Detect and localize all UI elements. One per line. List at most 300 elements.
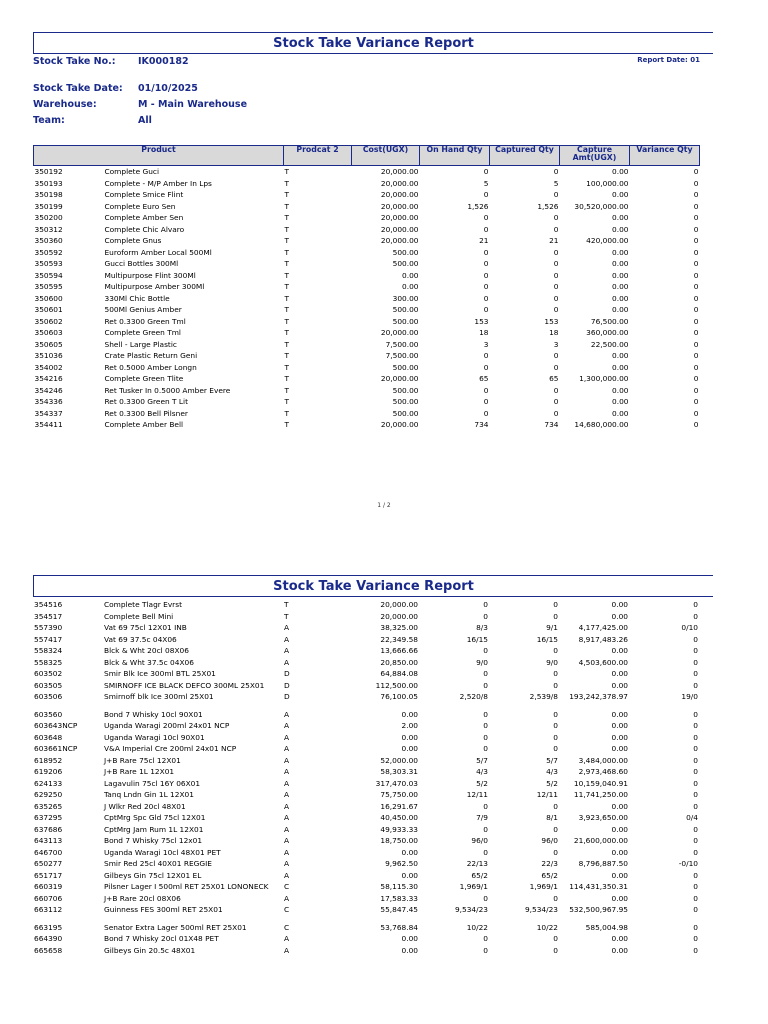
captured-qty: 0 bbox=[553, 213, 559, 223]
captured-qty: 2,539/8 bbox=[529, 692, 558, 702]
cost: 0.00 bbox=[401, 732, 418, 742]
on-hand-qty: 0 bbox=[483, 721, 488, 731]
captured-qty: 0 bbox=[553, 646, 558, 656]
on-hand-qty: 734 bbox=[474, 420, 489, 430]
product-code: 350600 bbox=[34, 293, 63, 303]
prodcat: T bbox=[284, 374, 290, 384]
capture-amt: 0.00 bbox=[612, 362, 629, 372]
captured-qty: 0 bbox=[553, 611, 558, 621]
variance-qty: 0 bbox=[693, 945, 698, 955]
captured-qty: 153 bbox=[544, 316, 559, 326]
prodcat: A bbox=[284, 623, 290, 633]
on-hand-qty: 18 bbox=[479, 328, 489, 338]
prodcat: A bbox=[284, 934, 290, 944]
prodcat: T bbox=[284, 339, 290, 349]
variance-qty: 0 bbox=[693, 259, 699, 269]
variance-qty: 0 bbox=[693, 339, 699, 349]
cost: 20,000.00 bbox=[380, 201, 419, 211]
variance-qty: 0 bbox=[693, 201, 699, 211]
prodcat: A bbox=[284, 847, 290, 857]
capture-amt: 0.00 bbox=[612, 167, 629, 177]
cost: 20,000.00 bbox=[380, 236, 419, 246]
prodcat: T bbox=[284, 213, 290, 223]
on-hand-qty: 9/0 bbox=[476, 657, 488, 667]
captured-qty: 3 bbox=[553, 339, 559, 349]
product-name: Uganda Waragi 10cl 90X01 bbox=[104, 732, 205, 742]
product-code: 646700 bbox=[34, 847, 63, 857]
capture-amt: 0.00 bbox=[611, 732, 628, 742]
capture-amt: 30,520,000.00 bbox=[574, 201, 629, 211]
cost: 64,884.08 bbox=[380, 669, 418, 679]
on-hand-qty: 5 bbox=[483, 178, 489, 188]
cost: 0.00 bbox=[402, 282, 419, 292]
variance-qty: 0 bbox=[693, 611, 698, 621]
captured-qty: 0 bbox=[553, 305, 559, 315]
on-hand-qty: 16/15 bbox=[466, 634, 488, 644]
cost: 17,583.33 bbox=[380, 893, 418, 903]
product-code: 603505 bbox=[34, 680, 63, 690]
capture-amt: 0.00 bbox=[611, 709, 628, 719]
cost: 38,325.00 bbox=[380, 623, 418, 633]
capture-amt: 0.00 bbox=[611, 744, 628, 754]
product-name: Complete Bell Mini bbox=[104, 611, 174, 621]
cost: 500.00 bbox=[392, 247, 419, 257]
table-row bbox=[34, 224, 700, 236]
table-row bbox=[34, 258, 700, 270]
cost: 20,000.00 bbox=[380, 420, 419, 430]
capture-amt: 0.00 bbox=[611, 870, 628, 880]
capture-amt: 0.00 bbox=[611, 847, 628, 857]
capture-amt: 100,000.00 bbox=[586, 178, 629, 188]
table-row bbox=[34, 178, 700, 190]
product-name: Complete Gnus bbox=[104, 236, 162, 246]
table-row bbox=[34, 419, 700, 431]
on-hand-qty: 0 bbox=[483, 945, 488, 955]
cost: 0.00 bbox=[402, 270, 419, 280]
table-row bbox=[33, 622, 699, 634]
prodcat: D bbox=[284, 669, 290, 679]
product-code: 629250 bbox=[34, 790, 63, 800]
prodcat: D bbox=[284, 692, 290, 702]
on-hand-qty: 0 bbox=[483, 744, 488, 754]
prodcat: A bbox=[284, 893, 290, 903]
capture-amt: 0.00 bbox=[611, 824, 628, 834]
product-code: 603648 bbox=[34, 732, 63, 742]
product-name: Ret Tusker In 0.5000 Amber Evere bbox=[104, 385, 231, 395]
table-row bbox=[33, 645, 699, 657]
cost: 16,291.67 bbox=[380, 801, 418, 811]
capture-amt: 0.00 bbox=[611, 680, 628, 690]
table-row bbox=[34, 281, 700, 293]
variance-qty: 0 bbox=[693, 374, 699, 384]
product-code: 651717 bbox=[34, 870, 63, 880]
product-name: Pilsner Lager I 500ml RET 25X01 LONONECK bbox=[104, 882, 269, 892]
captured-qty: 9/1 bbox=[546, 623, 558, 633]
captured-qty: 0 bbox=[553, 351, 559, 361]
cost: 13,666.66 bbox=[380, 646, 418, 656]
cost: 0.00 bbox=[401, 945, 418, 955]
product-code: 618952 bbox=[34, 755, 63, 765]
product-name: J+B Rare 1L 12X01 bbox=[104, 767, 175, 777]
captured-qty: 0 bbox=[553, 709, 558, 719]
capture-amt: 0.00 bbox=[612, 224, 629, 234]
prodcat: A bbox=[284, 709, 290, 719]
table-row bbox=[34, 385, 700, 397]
product-code: 350592 bbox=[34, 247, 63, 257]
variance-qty: 0 bbox=[693, 247, 699, 257]
variance-qty: 0/10 bbox=[681, 623, 698, 633]
on-hand-qty: 0 bbox=[483, 600, 488, 610]
prodcat: A bbox=[284, 945, 290, 955]
prodcat: T bbox=[284, 600, 289, 610]
capture-amt: 8,796,887.50 bbox=[578, 859, 628, 869]
product-name: Ret 0.3300 Green T Lit bbox=[104, 397, 188, 407]
product-name: Ret 0.5000 Amber Longn bbox=[104, 362, 197, 372]
captured-qty: 0 bbox=[553, 732, 558, 742]
prodcat: T bbox=[284, 351, 290, 361]
cost: 0.00 bbox=[401, 934, 418, 944]
variance-qty: 0 bbox=[693, 236, 699, 246]
captured-qty: 0 bbox=[553, 247, 559, 257]
captured-qty: 21 bbox=[549, 236, 559, 246]
variance-qty: 0 bbox=[693, 847, 698, 857]
variance-qty: 0 bbox=[693, 305, 699, 315]
on-hand-qty: 0 bbox=[483, 824, 488, 834]
capture-amt: 4,503,600.00 bbox=[578, 657, 628, 667]
product-code: 603502 bbox=[34, 669, 63, 679]
variance-qty: 0 bbox=[693, 905, 698, 915]
variance-table-page-1 bbox=[33, 145, 700, 431]
captured-qty: 8/1 bbox=[546, 813, 558, 823]
table-row bbox=[34, 201, 700, 213]
product-code: 637686 bbox=[34, 824, 63, 834]
cost: 40,450.00 bbox=[380, 813, 418, 823]
variance-qty: 0 bbox=[693, 362, 699, 372]
capture-amt: 0.00 bbox=[611, 801, 628, 811]
product-name: Multipurpose Amber 300Ml bbox=[104, 282, 205, 292]
on-hand-qty: 0 bbox=[483, 397, 489, 407]
capture-amt: 0.00 bbox=[611, 646, 628, 656]
captured-qty: 0 bbox=[553, 721, 558, 731]
variance-qty: 0 bbox=[693, 316, 699, 326]
product-name: Complete Guci bbox=[104, 167, 159, 177]
product-name: Smir Blk Ice 300ml BTL 25X01 bbox=[104, 669, 216, 679]
product-name: Vat 69 75cl 12X01 INB bbox=[104, 623, 187, 633]
product-name: CptMrg Spc Gld 75cl 12X01 bbox=[104, 813, 206, 823]
prodcat: T bbox=[284, 293, 290, 303]
product-name: J+B Rare 75cl 12X01 bbox=[104, 755, 181, 765]
variance-qty: 0 bbox=[693, 657, 698, 667]
on-hand-qty: 0 bbox=[483, 247, 489, 257]
cost: 0.00 bbox=[401, 870, 418, 880]
on-hand-qty: 3 bbox=[483, 339, 489, 349]
on-hand-qty: 0 bbox=[483, 611, 488, 621]
product-name: Complete Tlagr Evrst bbox=[104, 600, 182, 610]
product-name: Ret 0.3300 Bell Pilsner bbox=[104, 408, 188, 418]
table-row bbox=[33, 766, 699, 778]
captured-qty: 5 bbox=[553, 178, 559, 188]
cost: 20,000.00 bbox=[380, 213, 419, 223]
capture-amt: 0.00 bbox=[612, 213, 629, 223]
col-on-hand: On Hand Qty bbox=[420, 146, 490, 166]
team-label: Team: bbox=[33, 115, 65, 126]
cost: 75,750.00 bbox=[380, 790, 418, 800]
captured-qty: 65/2 bbox=[541, 870, 558, 880]
prodcat: T bbox=[284, 397, 290, 407]
variance-qty: 0 bbox=[693, 408, 699, 418]
captured-qty: 0 bbox=[553, 190, 559, 200]
table-row bbox=[33, 691, 699, 703]
captured-qty: 0 bbox=[553, 893, 558, 903]
prodcat: A bbox=[284, 870, 290, 880]
product-name: Smir Red 25cl 40X01 REGGIE bbox=[104, 859, 212, 869]
cost: 500.00 bbox=[392, 259, 419, 269]
captured-qty: 0 bbox=[553, 270, 559, 280]
on-hand-qty: 0 bbox=[483, 362, 489, 372]
product-code: 354337 bbox=[34, 408, 63, 418]
product-name: Complete Chic Alvaro bbox=[104, 224, 185, 234]
prodcat: A bbox=[284, 859, 290, 869]
capture-amt: 3,484,000.00 bbox=[578, 755, 628, 765]
product-code: 624133 bbox=[34, 778, 63, 788]
product-name: Shell - Large Plastic bbox=[104, 339, 177, 349]
product-code: 354516 bbox=[34, 600, 63, 610]
captured-qty: 16/15 bbox=[536, 634, 558, 644]
variance-qty: 0 bbox=[693, 882, 698, 892]
product-code: 354411 bbox=[34, 420, 63, 430]
product-code: 603560 bbox=[34, 709, 63, 719]
capture-amt: 0.00 bbox=[611, 945, 628, 955]
captured-qty: 9/0 bbox=[546, 657, 558, 667]
product-name: Bond 7 Whisky 10cl 90X01 bbox=[104, 709, 203, 719]
capture-amt: 76,500.00 bbox=[590, 316, 629, 326]
on-hand-qty: 0 bbox=[483, 305, 489, 315]
prodcat: A bbox=[284, 634, 290, 644]
product-code: 603643NCP bbox=[34, 721, 78, 731]
product-name: Complete Green Tlite bbox=[104, 374, 184, 384]
product-code: 354336 bbox=[34, 397, 63, 407]
on-hand-qty: 0 bbox=[483, 270, 489, 280]
table-row bbox=[33, 755, 699, 767]
on-hand-qty: 0 bbox=[483, 293, 489, 303]
captured-qty: 0 bbox=[553, 259, 559, 269]
prodcat: T bbox=[284, 259, 290, 269]
captured-qty: 1,969/1 bbox=[529, 882, 558, 892]
on-hand-qty: 4/3 bbox=[476, 767, 488, 777]
capture-amt: 0.00 bbox=[612, 270, 629, 280]
on-hand-qty: 1,969/1 bbox=[459, 882, 488, 892]
table-row bbox=[33, 870, 699, 882]
table-row bbox=[34, 339, 700, 351]
on-hand-qty: 1,526 bbox=[467, 201, 489, 211]
table-row bbox=[34, 189, 700, 201]
captured-qty: 0 bbox=[553, 362, 559, 372]
team-value: All bbox=[138, 115, 152, 126]
product-name: Complete Euro Sen bbox=[104, 201, 176, 211]
table-row bbox=[34, 350, 700, 362]
product-code: 635265 bbox=[34, 801, 63, 811]
table-row bbox=[33, 720, 699, 732]
on-hand-qty: 0 bbox=[483, 167, 489, 177]
cost: 300.00 bbox=[392, 293, 419, 303]
table-row bbox=[34, 304, 700, 316]
table-row bbox=[33, 933, 699, 945]
prodcat: A bbox=[284, 801, 290, 811]
variance-qty: 0 bbox=[693, 680, 698, 690]
captured-qty: 0 bbox=[553, 224, 559, 234]
on-hand-qty: 0 bbox=[483, 213, 489, 223]
table-row bbox=[33, 847, 699, 859]
col-variance: Variance Qty bbox=[630, 146, 700, 166]
col-cost: Cost(UGX) bbox=[352, 146, 420, 166]
product-code: 350198 bbox=[34, 190, 63, 200]
product-name: J+B Rare 20cl 08X06 bbox=[104, 893, 181, 903]
product-name: Tanq Lndn Gin 1L 12X01 bbox=[104, 790, 194, 800]
product-code: 660706 bbox=[34, 893, 63, 903]
capture-amt: 0.00 bbox=[611, 611, 628, 621]
product-name: 500Ml Genius Amber bbox=[104, 305, 182, 315]
product-code: 663195 bbox=[34, 922, 63, 932]
product-code: 557417 bbox=[34, 634, 63, 644]
capture-amt: 0.00 bbox=[612, 408, 629, 418]
product-name: Crate Plastic Return Geni bbox=[104, 351, 198, 361]
product-code: 665658 bbox=[34, 945, 63, 955]
captured-qty: 0 bbox=[553, 669, 558, 679]
product-name: Multipurpose Flint 300Ml bbox=[104, 270, 196, 280]
cost: 500.00 bbox=[392, 316, 419, 326]
prodcat: A bbox=[284, 778, 290, 788]
product-name: Blck & Wht 37.5c 04X06 bbox=[104, 657, 194, 667]
capture-amt: 0.00 bbox=[612, 305, 629, 315]
product-name: Lagavulin 75cl 16Y 06X01 bbox=[104, 778, 201, 788]
col-prodcat: Prodcat 2 bbox=[284, 146, 352, 166]
product-code: 557390 bbox=[34, 623, 63, 633]
report-date: Report Date: 01 bbox=[637, 56, 700, 64]
product-name: Blck & Wht 20cl 08X06 bbox=[104, 646, 189, 656]
on-hand-qty: 7/9 bbox=[476, 813, 488, 823]
product-code: 350192 bbox=[34, 167, 63, 177]
cost: 20,000.00 bbox=[380, 328, 419, 338]
table-row bbox=[33, 703, 699, 721]
on-hand-qty: 65 bbox=[479, 374, 489, 384]
capture-amt: 0.00 bbox=[612, 293, 629, 303]
table-row bbox=[34, 166, 700, 178]
cost: 20,000.00 bbox=[380, 167, 419, 177]
product-name: Smirnoff blk Ice 300ml 25X01 bbox=[104, 692, 214, 702]
variance-qty: 0 bbox=[693, 190, 699, 200]
captured-qty: 0 bbox=[553, 600, 558, 610]
captured-qty: 0 bbox=[553, 824, 558, 834]
on-hand-qty: 0 bbox=[483, 669, 488, 679]
cost: 500.00 bbox=[392, 408, 419, 418]
cost: 20,000.00 bbox=[380, 600, 418, 610]
variance-qty: 0 bbox=[693, 922, 698, 932]
table-row bbox=[34, 247, 700, 259]
captured-qty: 0 bbox=[553, 801, 558, 811]
captured-qty: 22/3 bbox=[541, 859, 558, 869]
cost: 0.00 bbox=[401, 709, 418, 719]
product-code: 558324 bbox=[34, 646, 63, 656]
variance-qty: 0 bbox=[693, 385, 699, 395]
variance-qty: 0 bbox=[693, 732, 698, 742]
product-code: 354216 bbox=[34, 374, 63, 384]
prodcat: T bbox=[284, 316, 290, 326]
variance-qty: 0 bbox=[693, 744, 698, 754]
capture-amt: 114,431,350.31 bbox=[569, 882, 628, 892]
cost: 18,750.00 bbox=[380, 836, 418, 846]
cost: 22,349.58 bbox=[380, 634, 418, 644]
product-code: 350193 bbox=[34, 178, 63, 188]
captured-qty: 18 bbox=[549, 328, 559, 338]
col-capture-amt: Capture Amt(UGX) bbox=[560, 146, 630, 166]
product-code: 650277 bbox=[34, 859, 63, 869]
captured-qty: 0 bbox=[553, 293, 559, 303]
captured-qty: 1,526 bbox=[537, 201, 559, 211]
prodcat: T bbox=[284, 611, 289, 621]
table-header-row bbox=[34, 146, 700, 166]
prodcat: T bbox=[284, 236, 290, 246]
prodcat: T bbox=[284, 362, 290, 372]
captured-qty: 0 bbox=[553, 167, 559, 177]
report-page-2 bbox=[0, 560, 768, 1024]
capture-amt: 14,680,000.00 bbox=[574, 420, 629, 430]
table-row bbox=[33, 835, 699, 847]
product-name: 330Ml Chic Bottle bbox=[104, 293, 170, 303]
cost: 58,303.31 bbox=[380, 767, 418, 777]
prodcat: T bbox=[284, 282, 290, 292]
capture-amt: 0.00 bbox=[611, 669, 628, 679]
prodcat: A bbox=[284, 732, 290, 742]
table-row bbox=[33, 858, 699, 870]
captured-qty: 5/2 bbox=[546, 778, 558, 788]
captured-qty: 65 bbox=[549, 374, 559, 384]
prodcat: T bbox=[284, 328, 290, 338]
product-code: 354002 bbox=[34, 362, 63, 372]
product-name: Gilbeys Gin 20.5c 48X01 bbox=[104, 945, 196, 955]
product-name: Bond 7 Whisky 20cl 01X48 PET bbox=[104, 934, 219, 944]
on-hand-qty: 65/2 bbox=[471, 870, 488, 880]
product-code: 350312 bbox=[34, 224, 63, 234]
product-code: 350360 bbox=[34, 236, 63, 246]
captured-qty: 0 bbox=[553, 385, 559, 395]
prodcat: A bbox=[284, 755, 290, 765]
table-row bbox=[34, 373, 700, 385]
cost: 55,847.45 bbox=[380, 905, 418, 915]
table-row bbox=[33, 945, 699, 957]
variance-qty: 0 bbox=[693, 893, 698, 903]
prodcat: C bbox=[284, 922, 290, 932]
product-code: 350602 bbox=[34, 316, 63, 326]
on-hand-qty: 0 bbox=[483, 351, 489, 361]
cost: 0.00 bbox=[401, 744, 418, 754]
product-name: Uganda Waragi 10cl 48X01 PET bbox=[104, 847, 221, 857]
variance-qty: 0 bbox=[693, 224, 699, 234]
capture-amt: 0.00 bbox=[611, 600, 628, 610]
prodcat: A bbox=[284, 646, 290, 656]
product-code: 350605 bbox=[34, 339, 63, 349]
cost: 0.00 bbox=[401, 847, 418, 857]
variance-qty: 19/0 bbox=[681, 692, 698, 702]
captured-qty: 0 bbox=[553, 934, 558, 944]
product-name: Euroform Amber Local 500Ml bbox=[104, 247, 212, 257]
on-hand-qty: 0 bbox=[483, 190, 489, 200]
on-hand-qty: 0 bbox=[483, 709, 488, 719]
capture-amt: 0.00 bbox=[611, 934, 628, 944]
product-name: Complete Smice Flint bbox=[104, 190, 184, 200]
on-hand-qty: 5/7 bbox=[476, 755, 488, 765]
table-row bbox=[34, 316, 700, 328]
prodcat: A bbox=[284, 767, 290, 777]
